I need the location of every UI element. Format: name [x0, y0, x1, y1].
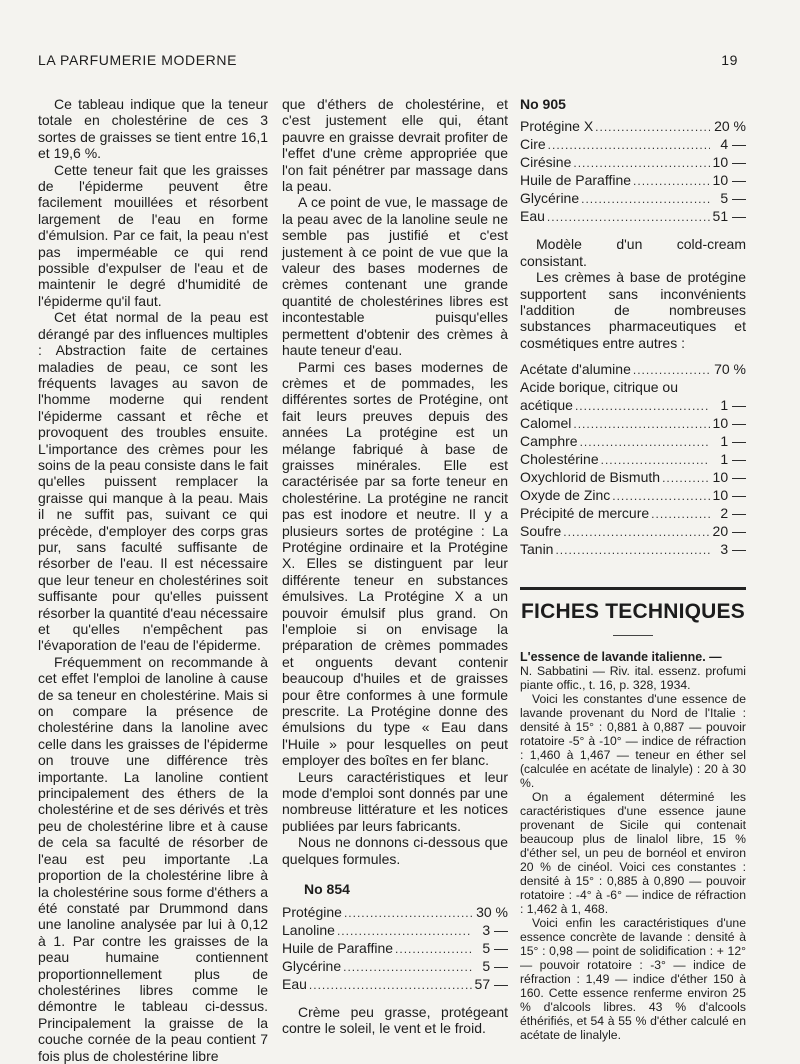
- ingredient-row: [282, 940, 508, 958]
- ingredient-qty: 3 —: [720, 541, 746, 558]
- ingredient-row: [520, 361, 746, 379]
- paragraph: Voici les constantes d'une essence de lavande provenant du Nord de l'Italie : densité à 15° : 0,881 à 0,887 — pouvoir rotatoire -5° à -10° — indice de réfraction : 1,460 à 1,467 — teneur en éther sel (calculée en acétate de linalyle) : 20 à 30 %.: [520, 691, 746, 790]
- ingredient-name: Acétate d'alumine: [520, 361, 631, 378]
- ingredient-row: [520, 397, 746, 415]
- ingredient-row: [520, 136, 746, 154]
- paragraph: Voici enfin les caractéristiques d'une essence concrète de lavande : densité à 15° : 0,98 — point de solidification : + 12° — pouvoir rotatoire : -3° — indice de réfraction : 1,49 — indice d'éther 150 à 160. Cette essence renferme environ 25 % d'alcools libres. 43 % d'alcools éthérifiés, et 54 à 55 % d'éther calculé en acétate de linalyle.: [520, 915, 746, 1042]
- dot-leader: [395, 941, 472, 958]
- ingredient-row: [520, 190, 746, 208]
- ingredient-qty: 2 —: [720, 505, 746, 522]
- ingredient-row: [520, 118, 746, 136]
- ingredient-qty: 20 —: [712, 523, 746, 540]
- ingredient-qty: 20 %: [714, 118, 746, 135]
- paragraph: Parmi ces bases modernes de crèmes et de pommades, les différentes sortes de Protégine, ont fait leurs preuves depuis des années La protégine est un mélange fabriqué à base de graisses minérales. Elle est caractérisée par sa forte teneur en cholestérine. La protégine ne rancit pas est inodore et neutre. Il y a plusieurs sortes de protégine : La Protégine ordinaire et la Protégine X. Elles se distinguent par leur différente teneur en substances émulsives. La Protégine X a un pouvoir émulsif plus grand. On l'emploie si on envisage la préparation de crèmes pommades et onguents devant contenir beaucoup d'huiles et de graisses pour être conformes à une formule prescrite. La Protégine donne des émulsions du type « Eau dans l'Huile » pour lesquelles on peut employer des boîtes en fer blanc.: [282, 358, 508, 769]
- paragraph: Crème peu grasse, protégeant contre le soleil, le vent et le froid.: [282, 1003, 508, 1036]
- paragraph: On a également déterminé les caractéristiques d'une essence jaune provenant de Sicile qui contenait beaucoup plus de linalol libre, 15 % d'éther sel, un peu de bornéol et environ 20 % de cinéol. Voici ces constantes : densité à 15° : 0,885 à 0,890 — pouvoir rotatoire : -4° à -6° — indice de réfraction : 1,462 à 1, 468.: [520, 789, 746, 916]
- ingredient-name: Tanin: [520, 541, 554, 558]
- ingredient-qty: 10 —: [712, 172, 746, 189]
- column-3: [520, 96, 746, 1042]
- dot-leader: [337, 923, 472, 940]
- paragraph: A ce point de vue, le massage de la peau avec de la lanoline seule ne semble pas justifié et c'est justement à ce point de vue que la valeur des bases modernes de crèmes contenant une grande quantité de cholestérines libres est incontestable puisqu'elles permettent d'obtenir des crèmes à haute teneur d'eau.: [282, 194, 508, 359]
- dot-leader: [580, 434, 710, 451]
- ingredient-qty: 10 —: [712, 154, 746, 171]
- ingredient-row: [520, 208, 746, 226]
- ingredient-name: Précipité de mercure: [520, 505, 650, 522]
- ingredient-name: Cirésine: [520, 154, 572, 171]
- page-number: 19: [721, 52, 738, 68]
- paragraph: Ce tableau indique que la teneur totale en cholestérine de ces 3 sortes de graisses se tient entre 16,1 et 19,6 %.: [38, 96, 268, 162]
- ingredient-name: Eau: [282, 975, 307, 992]
- recipe-title: No 905: [520, 96, 566, 112]
- dot-leader: [612, 488, 710, 505]
- dot-leader: [555, 542, 710, 559]
- ingredient-row: [282, 904, 508, 922]
- dot-leader: [573, 155, 710, 172]
- ingredient-qty: 51 —: [712, 208, 746, 225]
- ingredient-row: [520, 469, 746, 487]
- ingredient-name: Glycérine: [520, 190, 580, 207]
- dot-leader: [563, 524, 710, 541]
- ingredient-name: Lanoline: [282, 921, 335, 938]
- ingredient-qty: 10 —: [712, 415, 746, 432]
- ingredient-name: Eau: [520, 208, 545, 225]
- running-title: LA PARFUMERIE MODERNE: [38, 52, 238, 68]
- ingredient-row: [282, 922, 508, 940]
- ingredient-qty: 1 —: [720, 451, 746, 468]
- column-1: [38, 96, 268, 1064]
- paragraph: Nous ne donnons ci-dessous que quelques formules.: [282, 834, 508, 867]
- ingredient-name: Cholestérine: [520, 451, 599, 468]
- dot-leader: [633, 362, 710, 379]
- ingredient-row: [282, 976, 508, 994]
- article-heading: L'essence de lavande italienne. —: [520, 649, 722, 664]
- ingredient-qty: 1 —: [720, 433, 746, 450]
- ingredient-row: [520, 433, 746, 451]
- ingredient-qty: 5 —: [720, 190, 746, 207]
- ingredient-qty: 10 —: [712, 487, 746, 504]
- ingredient-row: [520, 541, 746, 559]
- short-divider: [613, 635, 653, 636]
- ingredient-row: [520, 451, 746, 469]
- ingredient-row: [520, 415, 746, 433]
- ingredient-row: [520, 154, 746, 172]
- paragraph: Cet état normal de la peau est dérangé par des influences multiples : Abstraction faite de certaines maladies de peau, ce sont les fréquents lavages au savon de l'homme moderne qui rendent l'épiderme cassant et rêche et provoquent des troubles ensuite. L'importance des crèmes pour les soins de la peau consiste dans le fait qu'elles puissent remplacer la graisse qui manque à la peau. Mais il ne suffit pas, suivant ce qui précède, d'employer des corps gras pur, sans faculté suffisante de résorber de l'eau. Il est nécessaire que leur teneur en cholestérines soit suffisante pour qu'elles puissent résorber la quantité d'eau nécessaire et qu'elles n'empêchent pas l'évaporation de l'eau de l'épiderme.: [38, 309, 268, 654]
- article-reference: N. Sabbatini — Riv. ital. essenz. profumi piante offic., t. 16, p. 328, 1934.: [520, 663, 746, 692]
- column-2: [282, 96, 508, 1036]
- ingredient-row: [282, 958, 508, 976]
- paragraph: que d'éthers de cholestérine, et c'est justement elle qui, étant pauvre en graisse devrait profiter de l'effet d'une crème appropriée que l'on fait pénétrer par massage dans la peau.: [282, 96, 508, 195]
- ingredient-qty: 5 —: [482, 939, 508, 956]
- ingredient-name: Protégine X: [520, 118, 594, 135]
- ingredient-name: Huile de Paraffine: [520, 172, 632, 189]
- paragraph: Leurs caractéristiques et leur mode d'emploi sont donnés par une nombreuse littérature et les notices publiées par leurs fabricants.: [282, 768, 508, 834]
- ingredient-qty: 4 —: [720, 136, 746, 153]
- section-title: FICHES TECHNIQUES: [521, 600, 745, 624]
- ingredient-row: [520, 523, 746, 541]
- dot-leader: [548, 137, 710, 154]
- ingredient-row: [520, 172, 746, 190]
- ingredient-name: Camphre: [520, 433, 578, 450]
- paragraph: Modèle d'un cold-cream consistant.: [520, 236, 746, 269]
- ingredient-qty: 57 —: [474, 975, 508, 992]
- article: [520, 650, 746, 1042]
- ingredient-name: acétique: [520, 397, 573, 414]
- ingredient-name: Protégine: [282, 903, 342, 920]
- ingredient-name: Acide borique, citrique ou: [520, 379, 678, 396]
- ingredient-name: Glycérine: [282, 957, 342, 974]
- ingredient-list: [282, 904, 508, 994]
- ingredient-qty: 30 %: [476, 903, 508, 920]
- ingredient-name: Cire: [520, 136, 546, 153]
- dot-leader: [595, 119, 710, 136]
- dot-leader: [633, 173, 710, 190]
- ingredient-qty: 5 —: [482, 957, 508, 974]
- ingredient-list: [520, 118, 746, 226]
- ingredient-row: [520, 379, 746, 397]
- dot-leader: [662, 470, 710, 487]
- ingredient-name: Calomel: [520, 415, 572, 432]
- page-header: [38, 52, 738, 72]
- paragraph: Les crèmes à base de protégine supportent sans inconvénients l'addition de nombreuses substances pharmaceutiques et cosmétiques entre autres :: [520, 269, 746, 351]
- ingredient-qty: 10 —: [712, 469, 746, 486]
- recipe-title: No 854: [304, 881, 350, 898]
- dot-leader: [581, 191, 710, 208]
- additive-list: [520, 361, 746, 559]
- dot-leader: [343, 959, 472, 976]
- ingredient-qty: 1 —: [720, 397, 746, 414]
- paragraph: Fréquemment on recommande à cet effet l'emploi de lanoline à cause de sa teneur en cholestérine. Mais si on compare la présence de cholestérine dans la lanoline avec celle dans les graisses de l'épiderme on trouve une différence très importante. La lanoline contient principalement des éthers de la cholestérine et de ses dérivés et très peu de cholestérine libre et à cause de cela sa faculté de résorber de l'eau est peu importante .La proportion de la cholestérine libre à la cholestérine sous forme d'éthers a été constaté par Drummond dans une lanoline analysée par lui à 0,12 à 1. Par contre les graisses de la peau humaine contiennent proportionnellement plus de cholestérines libres comme le démontre le tableau ci-dessus. Principalement la graisse de la couche cornée de la peau contient 7 fois plus de cholestérine libre: [38, 653, 268, 1064]
- dot-leader: [601, 452, 710, 469]
- ingredient-row: [520, 505, 746, 523]
- paragraph: Cette teneur fait que les graisses de l'épiderme peuvent être facilement mouillées et résorbent largement de l'eau en forme d'émulsion. Par ce fait, la peau n'est pas imperméable ce qui rend possible d'expulser de l'eau et de maintenir le degré d'humidité de l'épiderme qu'il faut.: [38, 161, 268, 309]
- dot-leader: [547, 209, 710, 226]
- dot-leader: [575, 398, 710, 415]
- ingredient-name: Huile de Paraffine: [282, 939, 394, 956]
- ingredient-name: Oxyde de Zinc: [520, 487, 611, 504]
- dot-leader: [573, 416, 710, 433]
- ingredient-qty: 70 %: [714, 361, 746, 378]
- dot-leader: [309, 977, 472, 994]
- ingredient-name: Oxychlorid de Bismuth: [520, 469, 661, 486]
- ingredient-row: [520, 487, 746, 505]
- ingredient-qty: 3 —: [482, 921, 508, 938]
- section-divider: [520, 587, 746, 590]
- ingredient-name: Soufre: [520, 523, 562, 540]
- dot-leader: [651, 506, 710, 523]
- dot-leader: [344, 905, 472, 922]
